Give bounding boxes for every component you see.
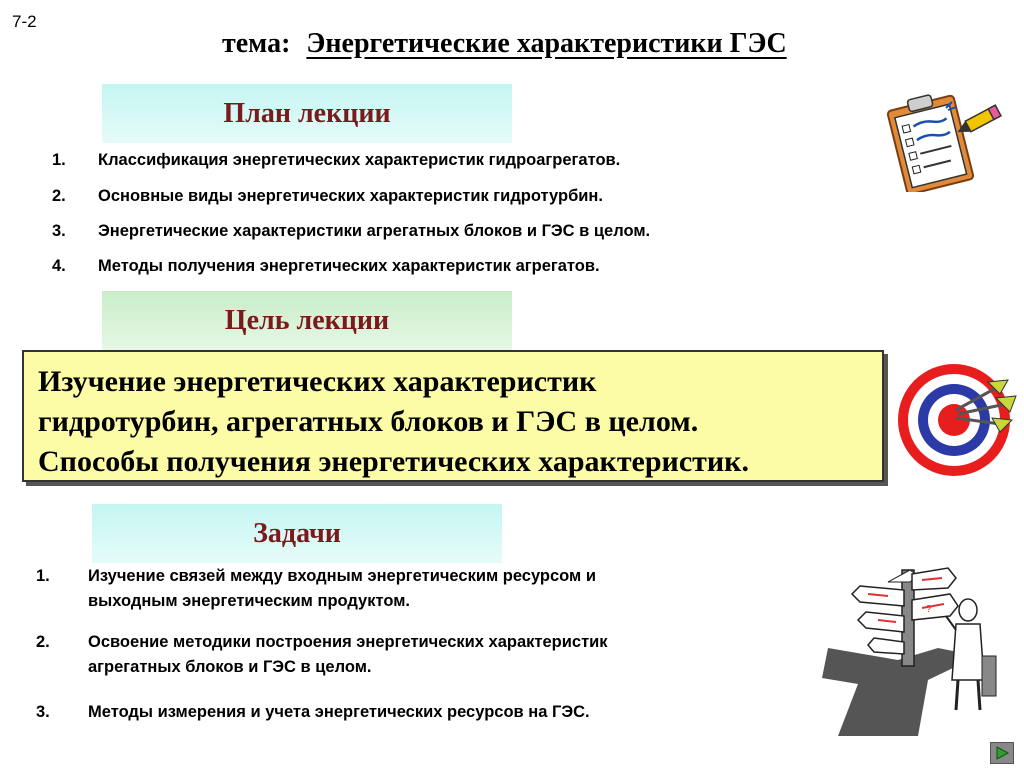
- topic-title: Энергетические характеристики ГЭС: [306, 28, 787, 59]
- plan-item: [52, 254, 600, 279]
- task-item-line: Изучение связей между входным энергетическим ресурсом и: [88, 567, 596, 585]
- goal-line: Изучение энергетических характеристик: [38, 365, 597, 398]
- next-slide-button[interactable]: [990, 742, 1014, 764]
- tasks-heading: Задачи: [92, 504, 502, 563]
- clipboard-icon: [880, 88, 1012, 192]
- task-item-line: Освоение методики построения энергетических характеристик: [88, 633, 608, 651]
- plan-heading: План лекции: [102, 84, 512, 143]
- goal-line: гидротурбин, агрегатных блоков и ГЭС в целом.: [38, 405, 699, 438]
- target-icon: [896, 358, 1020, 482]
- plan-item: [52, 184, 603, 209]
- slide-number: 7-2: [12, 12, 37, 31]
- task-item-number: 3.: [36, 703, 50, 721]
- plan-item-text: Методы получения энергетических характеристик агрегатов.: [98, 257, 600, 275]
- task-item-line: агрегатных блоков и ГЭС в целом.: [88, 658, 372, 676]
- topic-label: тема:: [222, 28, 291, 59]
- task-item-number: 2.: [36, 633, 50, 651]
- task-item-line: Методы измерения и учета энергетических ресурсов на ГЭС.: [88, 703, 590, 721]
- goal-panel: [22, 350, 884, 482]
- plan-item-text: Классификация энергетических характеристик гидроагрегатов.: [98, 151, 621, 169]
- svg-text:?: ?: [926, 604, 932, 615]
- plan-item: [52, 219, 650, 244]
- page-title: [222, 28, 787, 60]
- play-arrow-icon: [991, 743, 1013, 763]
- plan-item-number: 2.: [52, 187, 66, 205]
- task-item: [36, 700, 826, 725]
- plan-item-number: 1.: [52, 151, 66, 169]
- plan-item: [52, 148, 620, 173]
- task-item: [36, 564, 826, 614]
- plan-item-number: 3.: [52, 222, 66, 240]
- goal-line: Способы получения энергетических характеристик.: [38, 445, 749, 478]
- task-item-line: выходным энергетическим продуктом.: [88, 592, 411, 610]
- plan-item-text: Основные виды энергетических характеристик гидротурбин.: [98, 187, 603, 205]
- plan-item-number: 4.: [52, 257, 66, 275]
- signpost-icon: [818, 560, 1002, 740]
- goal-heading: Цель лекции: [102, 291, 512, 350]
- task-item-number: 1.: [36, 567, 50, 585]
- plan-item-text: Энергетические характеристики агрегатных блоков и ГЭС в целом.: [98, 222, 651, 240]
- task-item: [36, 630, 826, 680]
